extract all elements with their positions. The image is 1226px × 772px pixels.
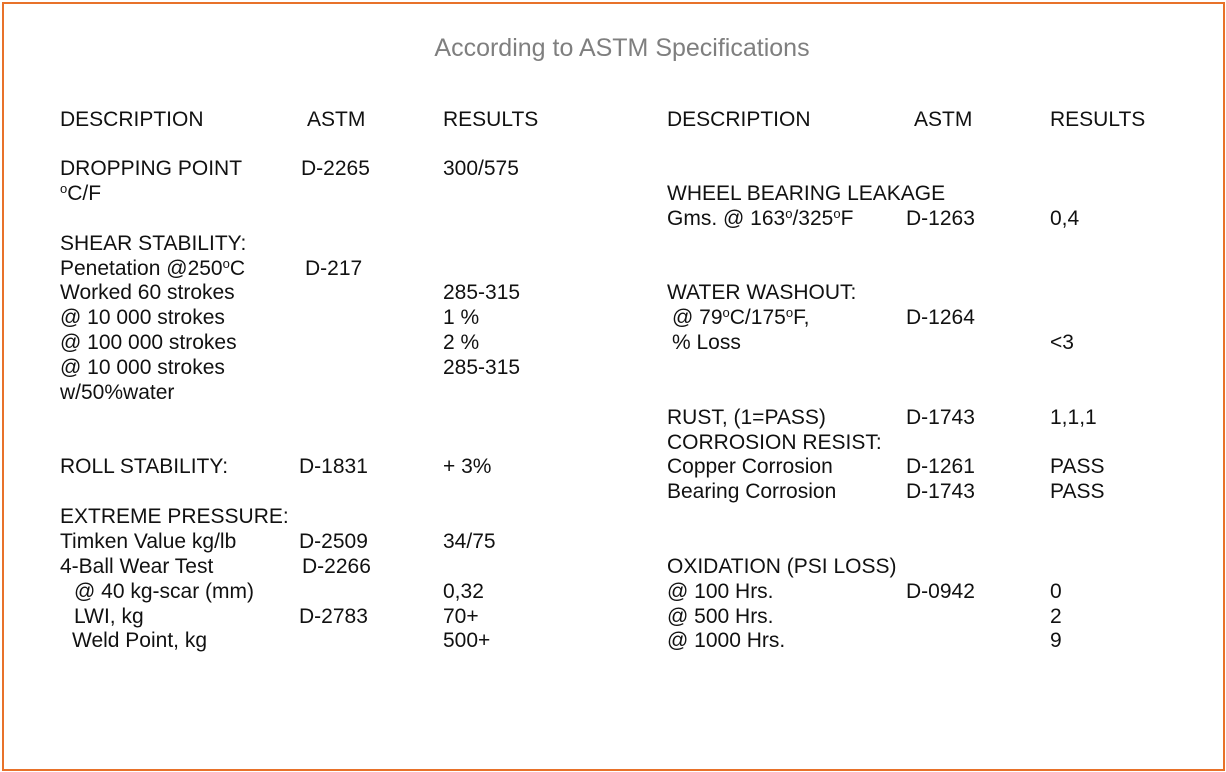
shear-row-label: @ 100 000 strokes [60, 331, 237, 354]
oxidation-row-label: @ 500 Hrs. [667, 605, 774, 628]
shear-row-result: 1 % [443, 306, 480, 329]
lwi-result: 70+ [443, 605, 479, 628]
oxidation-heading: OXIDATION (PSI LOSS) [667, 555, 897, 578]
oxidation-row-result: 2 [1050, 605, 1062, 628]
header-description-left: DESCRIPTION [60, 108, 204, 131]
shear-row-label: @ 10 000 strokes [60, 356, 225, 379]
header-results-right: RESULTS [1050, 108, 1146, 131]
page-title: According to ASTM Specifications [434, 34, 810, 62]
wheel-bearing-astm: D-1263 [906, 207, 975, 230]
water-washout-result: <3 [1050, 331, 1074, 354]
oxidation-row-label: @ 100 Hrs. [667, 580, 774, 603]
water-washout-loss-label: % Loss [672, 331, 741, 354]
four-ball-astm: D-2266 [302, 555, 371, 578]
header-description-right: DESCRIPTION [667, 108, 811, 131]
penetration-astm: D-217 [305, 257, 363, 280]
roll-stability-astm: D-1831 [299, 455, 368, 478]
oxidation-row-result: 9 [1050, 629, 1062, 652]
copper-corrosion-astm: D-1261 [906, 455, 975, 478]
copper-corrosion-result: PASS [1050, 455, 1105, 478]
shear-row-result: 285-315 [443, 281, 521, 304]
water-washout-temp: @ 79$^o$C/175$^o$F, [672, 304, 810, 329]
copper-corrosion-label: Copper Corrosion [667, 455, 833, 478]
roll-stability-label: ROLL STABILITY: [60, 455, 229, 478]
dropping-point-unit: $^o$C/F [60, 180, 102, 205]
shear-water-note: w/50%water [60, 381, 175, 404]
dropping-point-label: DROPPING POINT [60, 157, 243, 180]
four-ball-label: 4-Ball Wear Test [60, 555, 214, 578]
lwi-astm: D-2783 [299, 605, 368, 628]
shear-stability-heading: SHEAR STABILITY: [60, 232, 247, 255]
lwi-label: LWI, kg [74, 605, 144, 628]
oxidation-row-label: @ 1000 Hrs. [667, 629, 786, 652]
shear-row-label: Worked 60 strokes [60, 281, 235, 304]
scar-label: @ 40 kg-scar (mm) [74, 580, 254, 603]
rust-astm: D-1743 [906, 406, 975, 429]
wheel-bearing-result: 0,4 [1050, 207, 1080, 230]
header-results-left: RESULTS [443, 108, 539, 131]
wheel-bearing-heading: WHEEL BEARING LEAKAGE [667, 182, 946, 205]
shear-row-result: 285-315 [443, 356, 521, 379]
penetration-label: Penetation @250$^o$C [60, 255, 246, 280]
weld-result: 500+ [443, 629, 491, 652]
rust-label: RUST, (1=PASS) [667, 406, 826, 429]
dropping-point-astm: D-2265 [301, 157, 370, 180]
corrosion-heading: CORROSION RESIST: [667, 431, 882, 454]
dropping-point-result: 300/575 [443, 157, 519, 180]
bearing-corrosion-label: Bearing Corrosion [667, 480, 837, 503]
scar-result: 0,32 [443, 580, 484, 603]
header-astm-right: ASTM [914, 108, 973, 131]
rust-result: 1,1,1 [1050, 406, 1097, 429]
bearing-corrosion-astm: D-1743 [906, 480, 975, 503]
header-astm-left: ASTM [307, 108, 366, 131]
oxidation-row-result: 0 [1050, 580, 1062, 603]
timken-result: 34/75 [443, 530, 496, 553]
water-washout-heading: WATER WASHOUT: [667, 281, 857, 304]
oxidation-row-astm: D-0942 [906, 580, 975, 603]
timken-label: Timken Value kg/lb [60, 530, 237, 553]
extreme-pressure-heading: EXTREME PRESSURE: [60, 505, 289, 528]
shear-row-label: @ 10 000 strokes [60, 306, 225, 329]
wheel-bearing-label: Gms. @ 163$^o$/325$^o$F [667, 205, 854, 230]
bearing-corrosion-result: PASS [1050, 480, 1105, 503]
shear-row-result: 2 % [443, 331, 480, 354]
water-washout-astm: D-1264 [906, 306, 975, 329]
roll-stability-result: + 3% [443, 455, 492, 478]
timken-astm: D-2509 [299, 530, 368, 553]
weld-label: Weld Point, kg [72, 629, 208, 652]
